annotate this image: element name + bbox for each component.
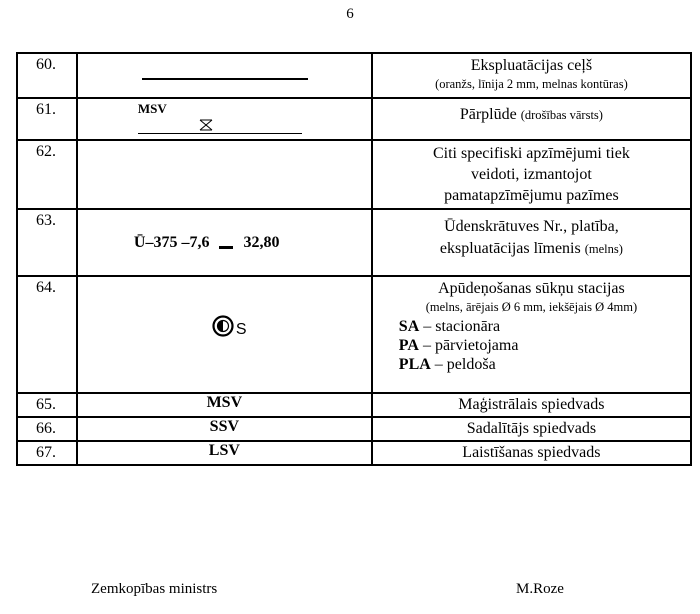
description-cell: [372, 53, 691, 98]
description-note: (melns): [584, 242, 623, 256]
description-cell: [372, 209, 691, 276]
description-text: Sadalītājs spiedvads: [372, 417, 691, 441]
symbol-cell: [77, 53, 372, 98]
signature-name: M.Roze: [516, 581, 564, 597]
reservoir-level: 32,80: [243, 234, 280, 251]
symbol-cell: [77, 276, 372, 393]
table-row: [17, 98, 691, 140]
description-text: pamatapzīmējumu pazīmes: [444, 187, 619, 204]
page-number: 6: [346, 6, 354, 22]
description-note: (oranžs, līnija 2 mm, melnas kontūras): [435, 77, 628, 91]
reservoir-number-area: Ū–375 –7,6: [133, 234, 210, 251]
symbol-label: SSV: [77, 417, 372, 441]
symbol-cell: [77, 209, 372, 276]
description-text: Citi specifiski apzīmējumi tiek: [432, 145, 630, 162]
row-number: 65.: [17, 393, 77, 417]
table-row: [17, 393, 691, 417]
description-note: (drošības vārsts): [520, 108, 603, 122]
description-cell: [372, 98, 691, 140]
row-number: 66.: [17, 417, 77, 441]
row-number: 64.: [17, 276, 77, 393]
symbol-cell: [77, 140, 372, 209]
legend-table: [16, 52, 692, 466]
description-cell: [372, 276, 691, 393]
table-row: [17, 417, 691, 441]
description-cell: [372, 140, 691, 209]
symbol-letter: S: [235, 321, 247, 338]
table-row: [17, 53, 691, 98]
type-item: PLA – peldoša: [398, 356, 496, 373]
description-text: Ūdenskrātuves Nr., platība,: [444, 218, 619, 235]
description-text: veidoti, izmantojot: [470, 166, 592, 183]
level-dash-symbol: [219, 246, 233, 249]
description-text: Maģistrālais spiedvads: [372, 393, 691, 417]
valve-icon: [198, 119, 214, 131]
symbol-cell: [77, 98, 372, 140]
row-number: 67.: [17, 441, 77, 465]
symbol-label: MSV: [77, 393, 372, 417]
row-number: 62.: [17, 140, 77, 209]
road-line-symbol: [142, 78, 308, 80]
reservoir-label: [134, 234, 280, 252]
table-row: [17, 140, 691, 209]
row-number: 63.: [17, 209, 77, 276]
description-note: (melns, ārējais Ø 6 mm, iekšējais Ø 4mm): [425, 300, 638, 314]
row-number: 60.: [17, 53, 77, 98]
description-text: Pārplūde: [459, 106, 517, 123]
type-item: SA – stacionāra: [398, 318, 501, 335]
pump-station-icon: [212, 315, 234, 337]
description-text: Ekspluatācijas ceļš: [470, 57, 593, 74]
description-text: Apūdeņošanas sūkņu stacijas: [438, 280, 625, 297]
description-text: ekspluatācijas līmenis: [439, 240, 581, 257]
table-row: [17, 441, 691, 465]
pipe-line-symbol: [138, 133, 302, 134]
signature-title: Zemkopības ministrs: [91, 581, 218, 597]
row-number: 61.: [17, 98, 77, 140]
description-text: Laistīšanas spiedvads: [372, 441, 691, 465]
symbol-label: LSV: [77, 441, 372, 465]
type-item: PA – pārvietojama: [398, 337, 519, 354]
table-row: [17, 209, 691, 276]
table-row: [17, 276, 691, 393]
symbol-label: MSV: [137, 101, 167, 116]
